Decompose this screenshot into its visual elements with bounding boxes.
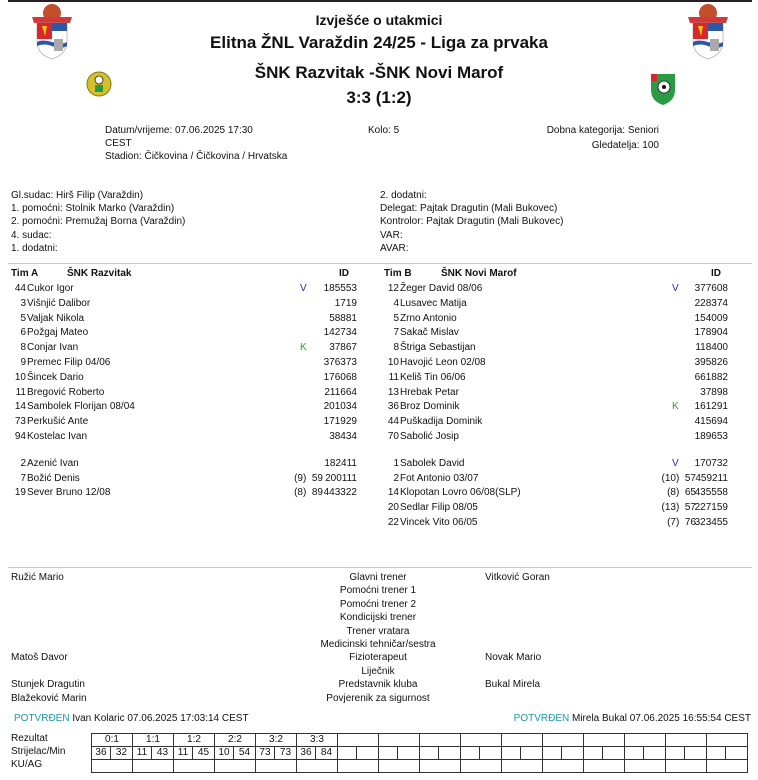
player-row: [379, 326, 749, 341]
ku-ag-cell: [666, 760, 707, 773]
player-id: 170732: [694, 458, 728, 469]
team-b-staff-name: Novak Mario: [485, 652, 542, 664]
minute-cell: 84: [315, 747, 337, 760]
result-cell: [502, 734, 543, 747]
player-id: 185553: [323, 283, 357, 294]
player-id: 118400: [695, 342, 728, 354]
official-entry: 2. dodatni:: [380, 190, 427, 201]
player-id: 154009: [694, 312, 728, 324]
official-entry: Gl.sudac: Hirš Filip (Varaždin): [11, 190, 144, 201]
result-cell: [625, 734, 666, 747]
team-a-name: ŠNK Razvitak: [67, 268, 132, 279]
player-id: 435558: [694, 487, 728, 499]
staff-role: Povjerenik za sigurnost: [326, 692, 430, 704]
ku-ag-cell: [174, 760, 215, 773]
divider: [8, 567, 752, 568]
player-number: 7: [393, 327, 399, 339]
player-row: [379, 371, 749, 386]
ku-ag-cell: [256, 760, 297, 773]
result-cell: [379, 734, 420, 747]
player-row: [379, 341, 749, 356]
player-name: Premec Filip 04/06: [27, 357, 111, 368]
match-datetime: Datum/vrijeme: 07.06.2025 17:30: [105, 125, 253, 136]
official-entry: 1. dodatni:: [11, 242, 58, 254]
minute-cell: [479, 747, 501, 760]
scorer-row-label: Strijelac/Min: [11, 746, 66, 757]
player-number: 36: [387, 401, 399, 413]
player-number: 73: [14, 416, 26, 428]
staff-role: Medicinski tehničar/sestra: [320, 639, 436, 650]
scorer-cell: 11: [174, 747, 193, 760]
player-name: Lusavec Matija: [400, 297, 467, 309]
team-a-confirmation: [14, 713, 249, 724]
scorer-cell: [584, 747, 603, 760]
player-id: 37867: [329, 342, 357, 354]
result-cell: 1:1: [133, 734, 174, 747]
minute-cell: 43: [151, 747, 173, 760]
player-row: [6, 297, 376, 312]
player-name: Sakač Mislav: [400, 327, 459, 339]
player-name: Bregović Roberto: [27, 386, 105, 398]
confirmation-text: Mirela Bukal 07.06.2025 16:55:54 CEST: [572, 713, 751, 724]
team-b-label: Tim B: [384, 268, 412, 279]
player-name: Cukor Igor: [27, 283, 74, 294]
staff-role: Trener vratara: [346, 625, 410, 637]
minute-cell: [561, 747, 583, 760]
player-number: 44: [14, 283, 26, 294]
player-row: [6, 430, 376, 445]
player-id: 178904: [694, 327, 728, 339]
minute-cell: [438, 747, 460, 760]
result-cell: [666, 734, 707, 747]
team-a-id-header: ID: [339, 268, 349, 279]
substitution-info: (8) 89: [294, 487, 323, 499]
result-cell: [420, 734, 461, 747]
divider: [8, 263, 752, 264]
player-id: 323455: [694, 516, 728, 528]
player-id: 182411: [324, 458, 357, 469]
player-name: Sever Bruno 12/08: [27, 487, 111, 499]
confirmed-status: POTVRĐEN: [513, 713, 570, 724]
result-cell: [461, 734, 502, 747]
captain-mark: K: [300, 342, 307, 354]
player-row: [379, 501, 749, 516]
player-name: Višnjić Dalibor: [27, 297, 91, 309]
ku-ag-cell: [502, 760, 543, 773]
team-a-staff-name: Stunjek Dragutin: [11, 679, 85, 691]
scorer-cell: 36: [297, 747, 316, 760]
player-id: 443322: [323, 487, 357, 499]
player-number: 20: [387, 502, 399, 514]
minute-cell: [397, 747, 419, 760]
player-id: 58881: [329, 312, 357, 324]
ku-ag-cell: [707, 760, 748, 773]
scorer-cell: [707, 747, 726, 760]
substitution-info: (9) 59: [294, 472, 323, 484]
player-row: [6, 400, 376, 415]
staff-role: Predstavnik kluba: [338, 679, 418, 691]
match-round: Kolo: 5: [368, 125, 400, 136]
player-id: 200111: [325, 472, 357, 484]
minute-cell: [725, 747, 747, 760]
team-a-staff-name: Blažeković Marin: [11, 692, 87, 704]
player-name: Zrno Antonio: [400, 312, 457, 324]
player-id: 161291: [694, 401, 728, 413]
captain-mark: K: [672, 401, 679, 413]
player-row: [6, 282, 376, 297]
official-entry: VAR:: [380, 229, 403, 241]
player-name: Sabolek David: [400, 458, 465, 469]
minute-cell: [684, 747, 706, 760]
substitution-info: (8) 65: [667, 487, 696, 499]
official-entry: Delegat: Pajtak Dragutin (Mali Bukovec): [380, 203, 558, 215]
player-id: 415694: [694, 416, 728, 428]
official-entry: AVAR:: [380, 242, 409, 254]
result-cell: [584, 734, 625, 747]
player-name: Štriga Sebastijan: [400, 342, 476, 354]
result-cell: [707, 734, 748, 747]
player-number: 14: [387, 487, 399, 499]
goalkeeper-mark: V: [672, 283, 679, 294]
confirmation-text: Ivan Kolaric 07.06.2025 17:03:14 CEST: [72, 713, 249, 724]
team-a-staff-name: Matoš Davor: [11, 652, 68, 664]
player-number: 3: [20, 297, 26, 309]
player-number: 10: [14, 371, 26, 383]
player-number: 5: [20, 312, 26, 324]
ku-ag-cell: [92, 760, 133, 773]
player-number: 11: [388, 371, 399, 383]
team-b-name: ŠNK Novi Marof: [441, 268, 517, 279]
player-name: Kostelac Ivan: [27, 431, 88, 442]
ku-ag-row-label: KU/AG: [11, 759, 43, 770]
minute-cell: [520, 747, 542, 760]
player-number: 14: [14, 401, 26, 413]
result-cell: 2:2: [215, 734, 256, 747]
player-number: 4: [393, 297, 399, 309]
player-row: [6, 457, 376, 472]
player-row: [6, 386, 376, 401]
player-name: Žeger David 08/06: [400, 283, 483, 294]
scorer-cell: [543, 747, 562, 760]
ku-ag-cell: [297, 760, 338, 773]
player-row: [379, 386, 749, 401]
ku-ag-cell: [133, 760, 174, 773]
result-cell: [338, 734, 379, 747]
player-number: 44: [387, 416, 399, 428]
player-row: [379, 312, 749, 327]
player-name: Broz Dominik: [400, 401, 460, 413]
player-name: Havojić Leon 02/08: [400, 357, 486, 368]
player-name: Sedlar Filip 08/05: [400, 502, 478, 514]
staff-role: Kondicijski trener: [339, 612, 417, 624]
player-name: Fot Antonio 03/07: [400, 472, 479, 484]
player-id: 201034: [323, 401, 357, 413]
player-row: [6, 486, 376, 501]
staff-role: Liječnik: [361, 665, 395, 677]
team-b-id-header: ID: [711, 268, 721, 279]
official-entry: 1. pomoćni: Stolnik Marko (Varaždin): [11, 203, 175, 215]
player-number: 19: [14, 487, 26, 499]
scorer-cell: 73: [256, 747, 275, 760]
player-row: [379, 282, 749, 297]
team-b-staff-name: Vitković Goran: [485, 572, 550, 583]
match-stadium: Stadion: Čičkovina / Čičkovina / Hrvatska: [105, 151, 288, 162]
player-number: 2: [393, 472, 399, 484]
player-id: 661882: [694, 371, 728, 383]
minute-cell: [602, 747, 624, 760]
scorer-cell: [379, 747, 398, 760]
player-number: 94: [14, 431, 26, 442]
player-number: 5: [393, 312, 399, 324]
team-a-label: Tim A: [11, 268, 39, 279]
minute-cell: 54: [233, 747, 255, 760]
goalkeeper-mark: V: [300, 283, 307, 294]
player-number: 10: [387, 357, 399, 368]
player-name: Conjar Ivan: [27, 342, 79, 354]
player-number: 9: [20, 357, 26, 368]
player-row: [6, 472, 376, 487]
player-id: 228374: [694, 297, 728, 309]
match-title: ŠNK Razvitak -ŠNK Novi Marof: [254, 63, 504, 82]
player-name: Hrebak Petar: [400, 386, 459, 398]
player-number: 70: [387, 431, 399, 442]
player-number: 2: [20, 458, 26, 469]
player-number: 7: [20, 472, 26, 484]
player-id: 459211: [695, 472, 728, 484]
player-number: 13: [387, 386, 399, 398]
player-id: 176068: [323, 371, 357, 383]
ku-ag-cell: [379, 760, 420, 773]
staff-role: Glavni trener: [349, 572, 407, 583]
goals-grid: [91, 733, 748, 773]
substitution-info: (13) 57: [661, 502, 696, 514]
ku-ag-cell: [584, 760, 625, 773]
scorer-cell: [338, 747, 357, 760]
player-number: 11: [15, 386, 26, 398]
player-id: 227159: [694, 502, 728, 514]
player-row: [379, 415, 749, 430]
team-b-staff-name: Bukal Mirela: [485, 679, 541, 691]
player-name: Puškadija Dominik: [400, 416, 483, 428]
player-id: 211664: [324, 386, 357, 398]
player-number: 12: [387, 283, 399, 294]
substitution-info: (7) 76: [667, 516, 696, 528]
result-cell: [543, 734, 584, 747]
spectators: Gledatelja: 100: [591, 140, 659, 151]
result-cell: 3:2: [256, 734, 297, 747]
staff-role: Pomoćni trener 2: [339, 598, 417, 610]
player-name: Požgaj Mateo: [27, 327, 89, 339]
scorer-cell: [625, 747, 644, 760]
player-row: [6, 415, 376, 430]
player-id: 395826: [694, 357, 728, 368]
age-category: Dobna kategorija: Seniori: [546, 125, 659, 136]
player-row: [6, 326, 376, 341]
team-a-staff-name: Ružić Mario: [11, 572, 64, 583]
minute-cell: 45: [192, 747, 214, 760]
player-number: 8: [20, 342, 26, 354]
ku-ag-cell: [625, 760, 666, 773]
minute-cell: 32: [110, 747, 132, 760]
official-entry: 4. sudac:: [11, 229, 52, 241]
match-score: 3:3 (1:2): [346, 88, 412, 107]
match-timezone: CEST: [105, 138, 132, 149]
player-name: Sabolić Josip: [400, 431, 459, 442]
result-cell: 3:3: [297, 734, 338, 747]
confirmed-status: POTVRĐEN: [14, 713, 70, 724]
player-id: 189653: [694, 431, 728, 442]
result-row-label: Rezultat: [11, 733, 48, 744]
player-name: Keliš Tin 06/06: [400, 371, 466, 383]
player-name: Sambolek Florijan 08/04: [27, 401, 135, 413]
top-border: [8, 0, 752, 2]
player-row: [379, 356, 749, 371]
player-row: [379, 430, 749, 445]
result-cell: 1:2: [174, 734, 215, 747]
player-name: Božić Denis: [27, 472, 80, 484]
staff-role: Fizioterapeut: [349, 652, 407, 664]
player-number: 8: [393, 342, 399, 354]
player-number: 22: [387, 516, 399, 528]
ku-ag-cell: [338, 760, 379, 773]
player-name: Azenić Ivan: [27, 458, 79, 469]
minute-cell: [643, 747, 665, 760]
report-title: Izvješće o utakmici: [315, 12, 443, 28]
player-number: 1: [393, 458, 399, 469]
result-cell: 0:1: [92, 734, 133, 747]
scorer-cell: 36: [92, 747, 111, 760]
scorer-cell: [420, 747, 439, 760]
scorer-cell: [461, 747, 480, 760]
player-row: [379, 516, 749, 531]
scorer-cell: [502, 747, 521, 760]
official-entry: Kontrolor: Pajtak Dragutin (Mali Bukovec): [380, 216, 564, 228]
player-row: [6, 356, 376, 371]
player-row: [379, 472, 749, 487]
player-id: 171929: [323, 416, 357, 428]
minute-cell: 73: [274, 747, 296, 760]
player-row: [379, 486, 749, 501]
player-number: 6: [20, 327, 26, 339]
ku-ag-cell: [215, 760, 256, 773]
player-id: 142734: [323, 327, 357, 339]
staff-role: Pomoćni trener 1: [339, 585, 417, 597]
ku-ag-cell: [420, 760, 461, 773]
player-row: [379, 457, 749, 472]
official-entry: 2. pomoćni: Premužaj Borna (Varaždin): [11, 216, 186, 228]
player-row: [6, 371, 376, 386]
team-b-confirmation: [514, 713, 751, 724]
player-id: 37898: [700, 386, 728, 398]
player-name: Perkušić Ante: [27, 416, 89, 428]
player-row: [379, 297, 749, 312]
ku-ag-cell: [461, 760, 502, 773]
player-name: Vincek Vito 06/05: [400, 516, 478, 528]
scorer-cell: 11: [133, 747, 152, 760]
scorer-cell: 10: [215, 747, 234, 760]
player-name: Valjak Nikola: [27, 312, 85, 324]
player-id: 1719: [334, 297, 357, 309]
scorer-cell: [666, 747, 685, 760]
substitution-info: (10) 57: [661, 472, 696, 484]
player-id: 38434: [329, 431, 357, 442]
player-name: Šincek Dario: [27, 371, 84, 383]
minute-cell: [356, 747, 378, 760]
ku-ag-cell: [543, 760, 584, 773]
player-id: 377608: [694, 283, 728, 294]
goalkeeper-mark: V: [672, 458, 679, 469]
player-row: [6, 341, 376, 356]
player-row: [379, 400, 749, 415]
player-row: [6, 312, 376, 327]
competition-title: Elitna ŽNL Varaždin 24/25 - Liga za prvaka: [210, 33, 548, 52]
player-id: 376373: [323, 357, 357, 368]
player-name: Klopotan Lovro 06/08(SLP): [400, 487, 521, 499]
